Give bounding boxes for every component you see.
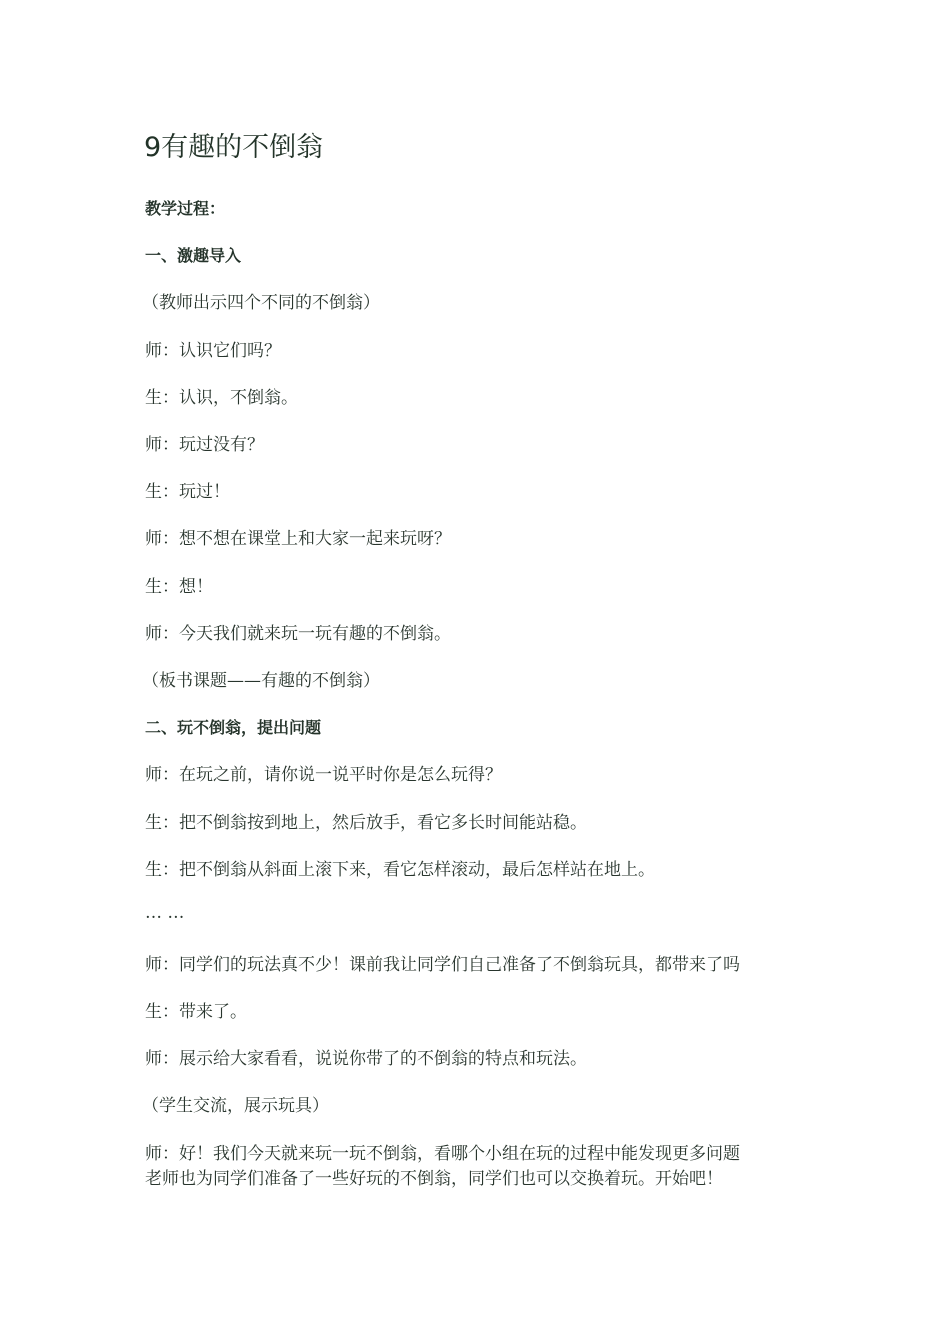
dialogue-line: 师：同学们的玩法真不少！课前我让同学们自己准备了不倒翁玩具，都带来了吗 — [145, 955, 740, 975]
dialogue-line: 老师也为同学们准备了一些好玩的不倒翁，同学们也可以交换着玩。开始吧！ — [145, 1169, 723, 1189]
stage-direction: （学生交流，展示玩具） — [142, 1096, 329, 1116]
document-title: 9有趣的不倒翁 — [144, 132, 324, 163]
section-label-teaching-process: 教学过程： — [145, 199, 226, 218]
dialogue-line: 师：玩过没有？ — [145, 435, 264, 455]
dialogue-line: 师：认识它们吗？ — [145, 341, 281, 361]
dialogue-line: 生：玩过！ — [145, 482, 230, 502]
ellipsis-line: … … — [145, 903, 185, 923]
stage-direction: （板书课题——有趣的不倒翁） — [142, 671, 380, 691]
section-heading-2: 二、玩不倒翁，提出问题 — [145, 718, 322, 737]
dialogue-line: 生：把不倒翁按到地上，然后放手，看它多长时间能站稳。 — [145, 813, 587, 833]
dialogue-line: 生：认识，不倒翁。 — [145, 388, 298, 408]
dialogue-line: 师：想不想在课堂上和大家一起来玩呀？ — [145, 529, 451, 549]
stage-direction: （教师出示四个不同的不倒翁） — [142, 293, 380, 313]
dialogue-line: 师：今天我们就来玩一玩有趣的不倒翁。 — [145, 624, 451, 644]
dialogue-line: 师：在玩之前，请你说一说平时你是怎么玩得？ — [145, 765, 502, 785]
dialogue-line: 生：把不倒翁从斜面上滚下来，看它怎样滚动，最后怎样站在地上。 — [145, 860, 655, 880]
dialogue-line: 师：展示给大家看看，说说你带了的不倒翁的特点和玩法。 — [145, 1049, 587, 1069]
dialogue-line: 师：好！我们今天就来玩一玩不倒翁，看哪个小组在玩的过程中能发现更多问题 — [145, 1144, 740, 1164]
dialogue-line: 生：带来了。 — [145, 1002, 247, 1022]
dialogue-line: 生：想！ — [145, 577, 213, 597]
section-heading-1: 一、激趣导入 — [145, 246, 242, 265]
